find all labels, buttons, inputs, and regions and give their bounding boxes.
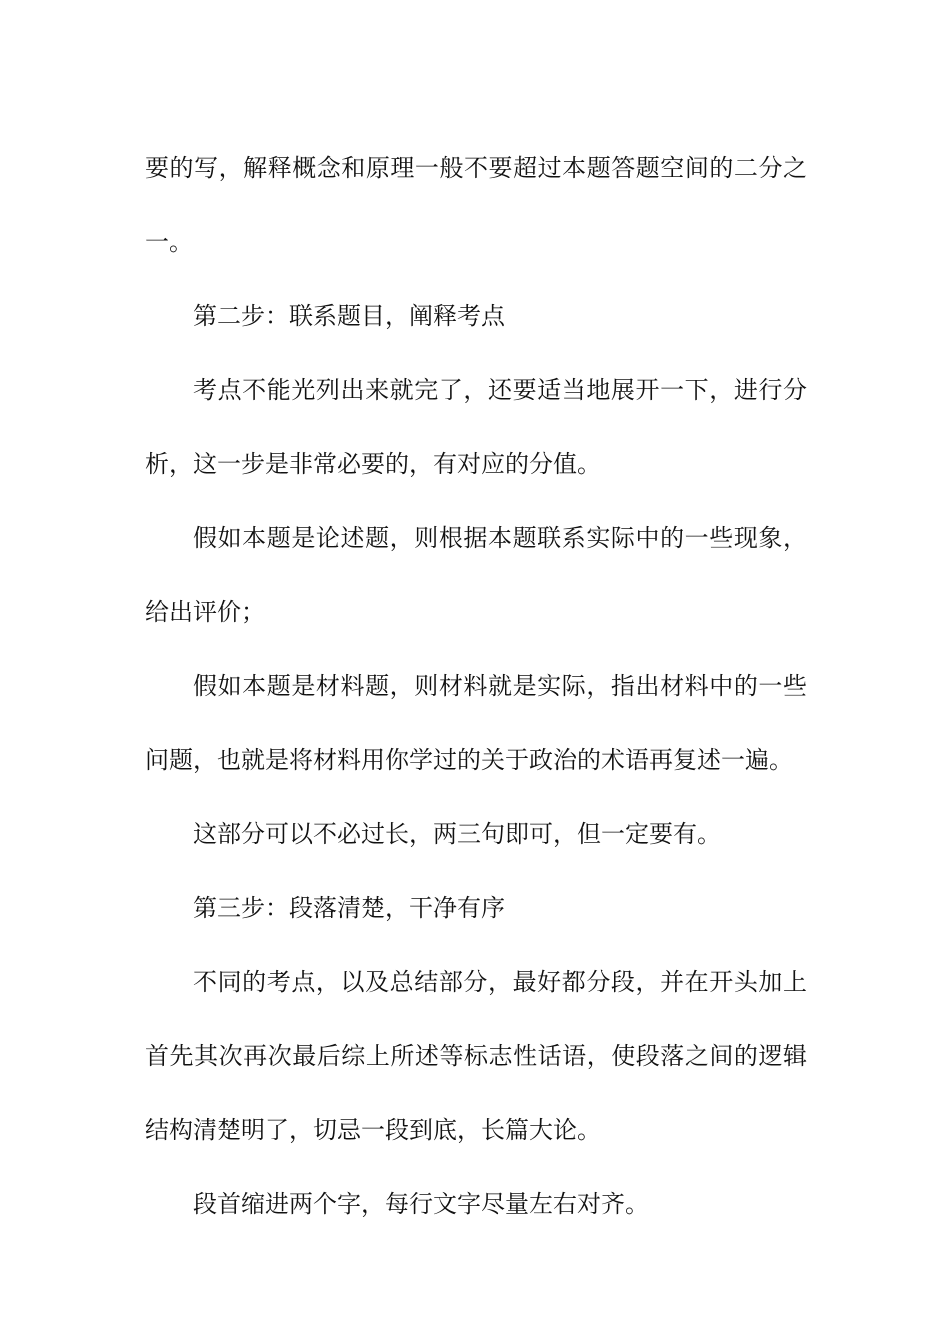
section-heading-step-2: 第二步：联系题目，阐释考点 [193,302,505,330]
paragraph-8: 不同的考点，以及总结部分，最好都分段，并在开头加上首先其次再次最后综上所述等标志性话语，使段落之间的逻辑结构清楚明了，切忌一段到底，长篇大论。 [145,968,807,1144]
paragraph-9: 段首缩进两个字，每行文字尽量左右对齐。 [193,1190,649,1218]
paragraph-4: 假如本题是论述题，则根据本题联系实际中的一些现象，给出评价； [145,524,807,626]
paragraph-6: 这部分可以不必过长，两三句即可，但一定要有。 [193,820,721,848]
paragraph-1: 要的写，解释概念和原理一般不要超过本题答题空间的二分之一。 [145,154,807,256]
paragraph-5: 假如本题是材料题，则材料就是实际，指出材料中的一些问题，也就是将材料用你学过的关于政治的术语再复述一遍。 [145,672,807,774]
document-body [145,131,807,1241]
paragraph-3: 考点不能光列出来就完了，还要适当地展开一下，进行分析，这一步是非常必要的，有对应的分值。 [145,376,807,478]
section-heading-step-3: 第三步：段落清楚，干净有序 [193,894,505,922]
